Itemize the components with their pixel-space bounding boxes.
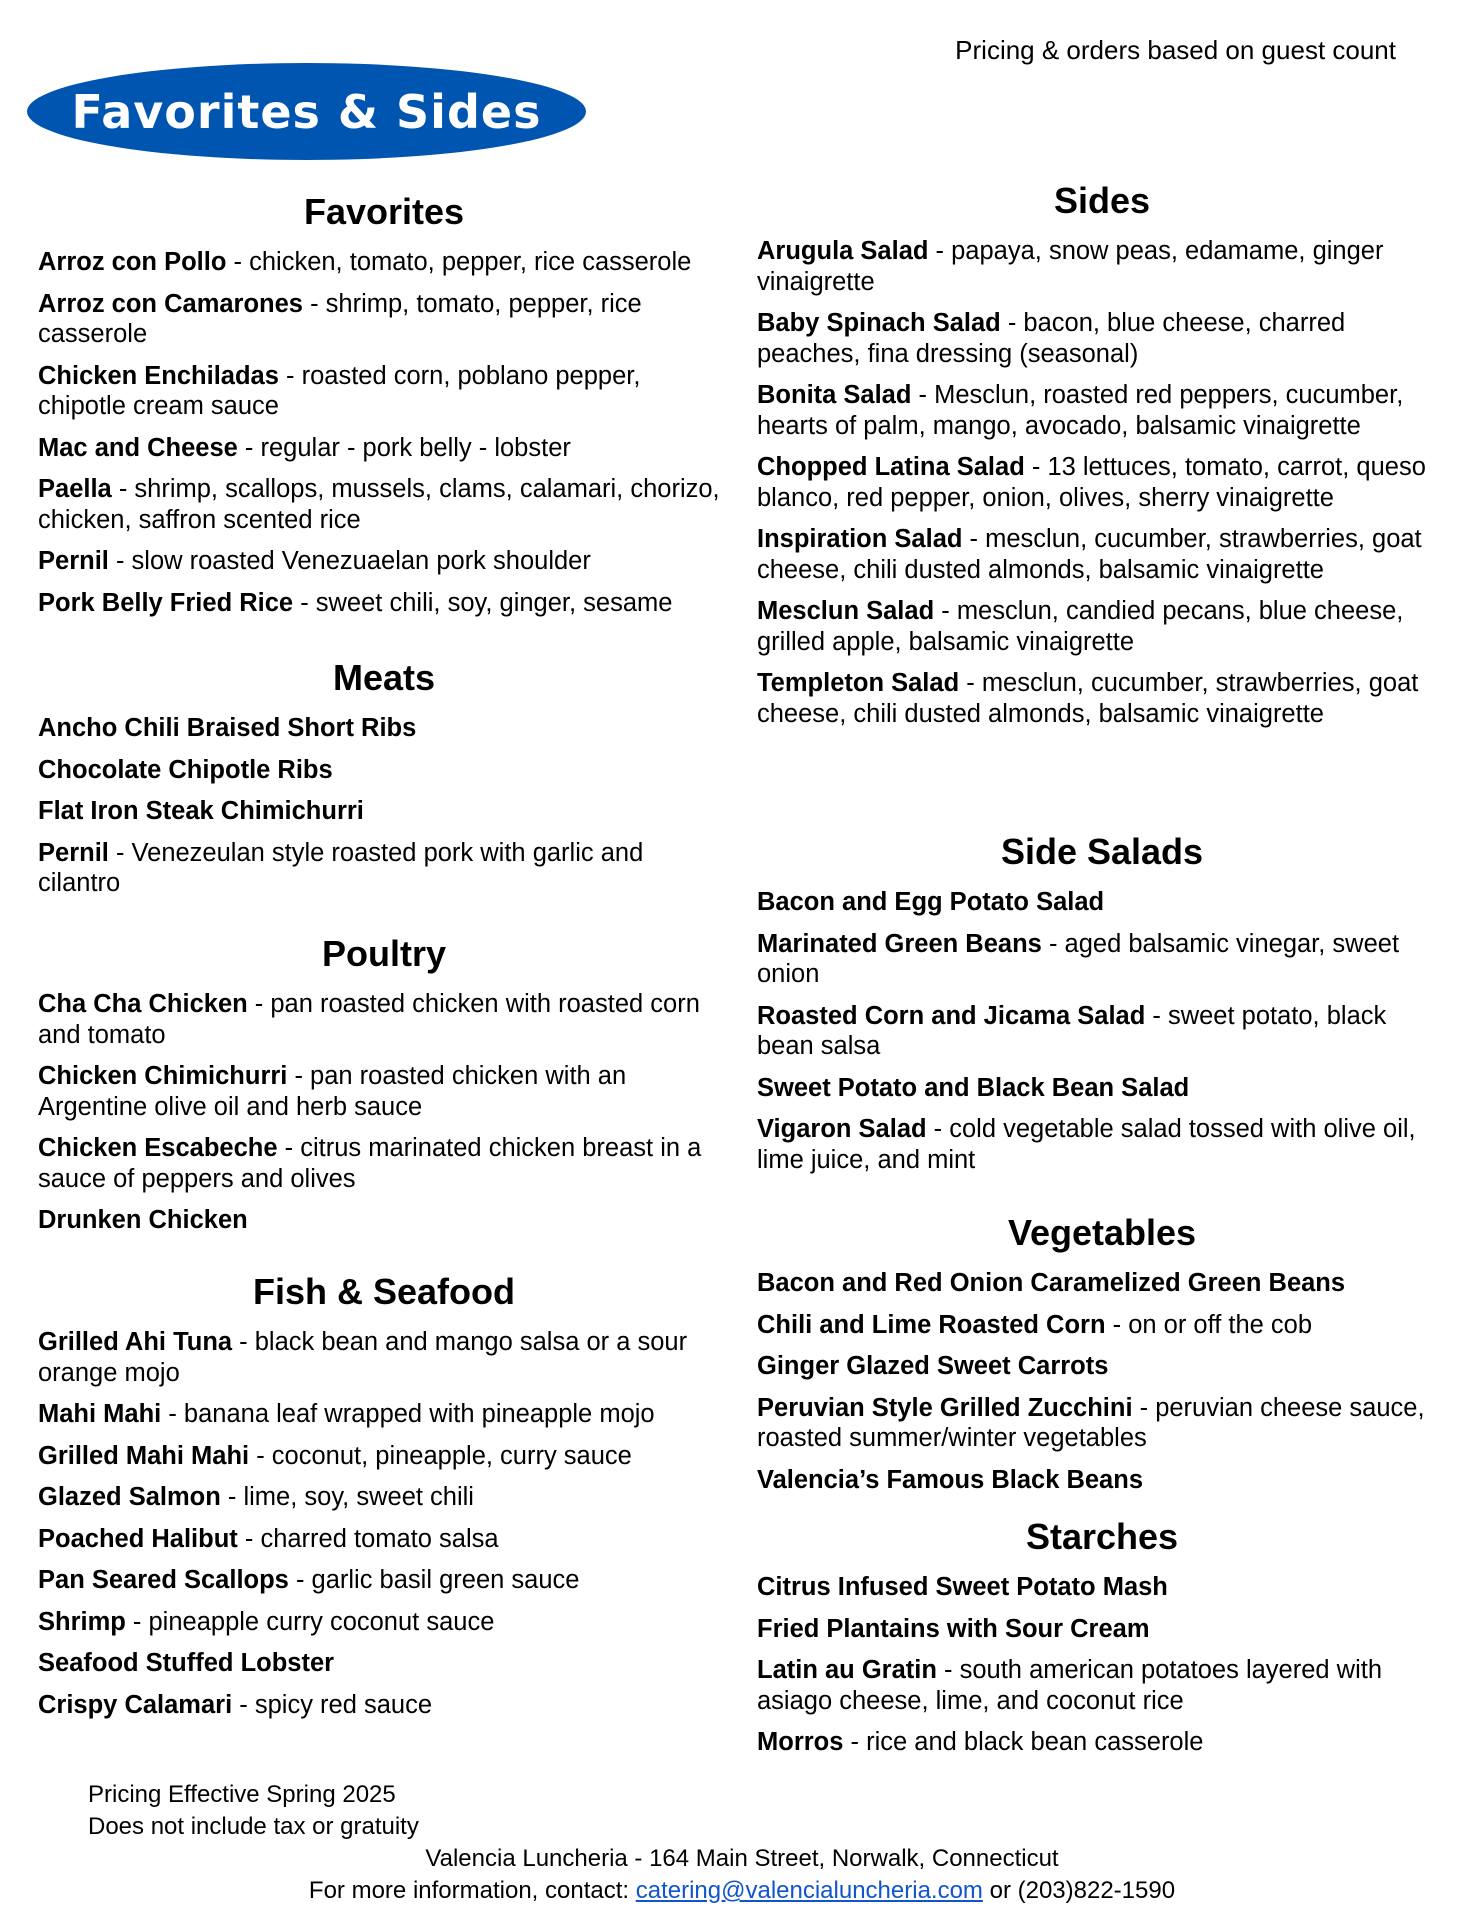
item-list xyxy=(757,1572,1447,1758)
menu-item-description: - roasted corn, poblano pepper, chipotle cream sauce xyxy=(38,361,641,420)
menu-item-name: Pernil xyxy=(38,838,109,867)
menu-item-description: - pineapple curry coconut sauce xyxy=(125,1607,495,1636)
menu-item xyxy=(38,796,730,827)
menu-item xyxy=(757,524,1447,585)
menu-item xyxy=(757,236,1447,297)
menu-item-description: - banana leaf wrapped with pineapple mojo xyxy=(161,1400,655,1428)
menu-item xyxy=(757,1727,1447,1758)
menu-item-name: Roasted Corn and Jicama Salad xyxy=(757,1001,1146,1030)
menu-item xyxy=(757,887,1447,918)
menu-item-name: Peruvian Style Grilled Zucchini xyxy=(757,1393,1133,1422)
menu-item-name: Valencia’s Famous Black Beans xyxy=(757,1465,1143,1494)
menu-item-name: Cha Cha Chicken xyxy=(38,990,248,1018)
menu-item-name: Vigaron Salad xyxy=(757,1115,927,1143)
menu-item xyxy=(757,1465,1447,1496)
menu-item-description: - on or off the cob xyxy=(1105,1310,1313,1339)
menu-item xyxy=(38,588,730,619)
menu-item-description: - shrimp, tomato, pepper, rice casserole xyxy=(38,289,642,348)
menu-item-description: - Mesclun, roasted red peppers, cucumber, hearts of palm, mango, avocado, balsamic vinaigrette xyxy=(757,381,1404,440)
menu-item-name: Mac and Cheese xyxy=(38,433,238,462)
menu-item xyxy=(38,1399,730,1430)
item-list xyxy=(757,1268,1447,1495)
contact-line xyxy=(0,1875,1484,1907)
menu-item-description: - 13 lettuces, tomato, carrot, queso blanco, red pepper, onion, olives, sherry vinaigrette xyxy=(757,453,1426,512)
item-list xyxy=(38,247,730,618)
section-favorites xyxy=(38,192,730,629)
menu-item-name: Chopped Latina Salad xyxy=(757,453,1025,481)
email-link[interactable]: catering@valencialuncheria.com xyxy=(635,1877,983,1904)
menu-item-name: Pan Seared Scallops xyxy=(38,1566,289,1594)
menu-item-name: Citrus Infused Sweet Potato Mash xyxy=(757,1573,1168,1601)
section-poultry xyxy=(38,934,730,1247)
section-title: Vegetables xyxy=(1007,1212,1197,1253)
menu-item-description: - aged balsamic vinegar, sweet onion xyxy=(757,929,1400,988)
menu-item-description: - pan roasted chicken with an Argentine olive oil and herb sauce xyxy=(38,1062,627,1121)
menu-item-description: - mesclun, cucumber, strawberries, goat cheese, chili dusted almonds, balsamic vinaigrette xyxy=(757,669,1419,728)
menu-item-name: Grilled Mahi Mahi xyxy=(38,1441,250,1470)
section-vegetables xyxy=(757,1213,1447,1506)
menu-item-name: Flat Iron Steak Chimichurri xyxy=(38,797,364,825)
menu-item xyxy=(757,1001,1447,1062)
menu-item-name: Fried Plantains with Sour Cream xyxy=(757,1614,1150,1643)
section-title: Side Salads xyxy=(1000,831,1204,872)
contact-suffix: or (203)822-1590 xyxy=(982,1877,1176,1904)
menu-item-name: Glazed Salmon xyxy=(38,1483,221,1511)
section-fish-seafood xyxy=(38,1272,730,1731)
section-meats xyxy=(38,658,730,910)
menu-item-description: - bacon, blue cheese, charred peaches, fina dressing (seasonal) xyxy=(757,309,1346,368)
menu-item-description: - mesclun, candied pecans, blue cheese, grilled apple, balsamic vinaigrette xyxy=(757,597,1404,656)
menu-item xyxy=(757,1393,1447,1454)
menu-item-name: Chicken Chimichurri xyxy=(38,1062,288,1090)
menu-item xyxy=(38,1327,730,1388)
menu-item-name: Marinated Green Beans xyxy=(757,929,1042,958)
menu-item-name: Templeton Salad xyxy=(757,669,960,697)
menu-item xyxy=(757,1268,1447,1299)
menu-item-name: Morros xyxy=(757,1728,844,1756)
menu-item xyxy=(38,1441,730,1472)
menu-item-name: Chicken Escabeche xyxy=(38,1134,278,1162)
item-list xyxy=(757,236,1447,729)
menu-item-name: Baby Spinach Salad xyxy=(757,309,1001,337)
menu-item xyxy=(38,1648,730,1679)
address-line: Valencia Luncheria - 164 Main Street, Norwalk, Connecticut xyxy=(425,1845,1059,1872)
menu-item-name: Drunken Chicken xyxy=(38,1206,248,1234)
menu-item xyxy=(757,596,1447,657)
menu-item-name: Grilled Ahi Tuna xyxy=(38,1328,233,1356)
menu-item xyxy=(757,452,1447,513)
menu-item-name: Mesclun Salad xyxy=(757,597,935,625)
menu-item-description: - sweet potato, black bean salsa xyxy=(757,1001,1387,1060)
pricing-effective-note: Pricing Effective Spring 2025 xyxy=(88,1781,396,1808)
section-sides xyxy=(757,181,1447,740)
menu-item xyxy=(38,289,730,350)
menu-item xyxy=(38,1133,730,1194)
banner-title: Favorites & Sides xyxy=(27,63,586,160)
menu-item-name: Poached Halibut xyxy=(38,1524,238,1553)
section-title: Poultry xyxy=(321,933,446,974)
menu-item-description: - lime, soy, sweet chili xyxy=(220,1483,474,1511)
item-list xyxy=(38,713,730,899)
section-side-salads xyxy=(757,832,1447,1186)
menu-item xyxy=(38,1565,730,1596)
menu-item-description: - chicken, tomato, pepper, rice casserole xyxy=(226,248,692,276)
menu-item-name: Crispy Calamari xyxy=(38,1690,233,1719)
menu-item-description: - cold vegetable salad tossed with olive oil, lime juice, and mint xyxy=(757,1115,1416,1174)
menu-item xyxy=(38,838,730,899)
item-list xyxy=(757,887,1447,1175)
menu-item xyxy=(757,1351,1447,1382)
menu-item-name: Ancho Chili Braised Short Ribs xyxy=(38,714,417,742)
menu-item xyxy=(38,1690,730,1721)
menu-item-name: Inspiration Salad xyxy=(757,525,963,553)
menu-item xyxy=(38,433,730,464)
menu-item xyxy=(757,308,1447,369)
menu-item-description: - peruvian cheese sauce, roasted summer/winter vegetables xyxy=(757,1393,1425,1452)
menu-item-name: Sweet Potato and Black Bean Salad xyxy=(757,1073,1190,1102)
menu-item xyxy=(38,546,730,577)
menu-item xyxy=(757,1655,1447,1716)
menu-item-name: Pork Belly Fried Rice xyxy=(38,588,294,617)
menu-item-name: Ginger Glazed Sweet Carrots xyxy=(757,1352,1109,1380)
menu-item-name: Chicken Enchiladas xyxy=(38,361,279,390)
menu-item-description: - coconut, pineapple, curry sauce xyxy=(249,1441,632,1470)
menu-item-name: Mahi Mahi xyxy=(38,1400,162,1428)
tax-note: Does not include tax or gratuity xyxy=(88,1813,419,1840)
menu-item xyxy=(38,755,730,786)
menu-item-description: - slow roasted Venezuaelan pork shoulder xyxy=(108,547,591,575)
menu-item-name: Arroz con Pollo xyxy=(38,248,227,276)
section-starches xyxy=(757,1517,1447,1769)
menu-item-name: Chili and Lime Roasted Corn xyxy=(757,1310,1106,1339)
menu-item-description: - pan roasted chicken with roasted corn and tomato xyxy=(38,990,700,1049)
menu-item-name: Bacon and Red Onion Caramelized Green Beans xyxy=(757,1269,1346,1297)
menu-item xyxy=(38,989,730,1050)
section-title: Sides xyxy=(1053,180,1151,221)
section-title: Starches xyxy=(1025,1516,1179,1557)
menu-item xyxy=(38,247,730,278)
menu-item-description: - garlic basil green sauce xyxy=(288,1566,580,1594)
pricing-note: Pricing & orders based on guest count xyxy=(955,35,1396,65)
menu-item xyxy=(38,474,730,535)
menu-item-description: - charred tomato salsa xyxy=(237,1524,499,1553)
menu-item-description: - rice and black bean casserole xyxy=(843,1728,1204,1756)
menu-item xyxy=(757,380,1447,441)
menu-item xyxy=(757,668,1447,729)
menu-item-name: Pernil xyxy=(38,547,109,575)
menu-item-description: - mesclun, cucumber, strawberries, goat cheese, chili dusted almonds, balsamic vinaigrette xyxy=(757,525,1422,584)
menu-item-description: - south american potatoes layered with asiago cheese, lime, and coconut rice xyxy=(757,1656,1383,1715)
menu-item-description: - sweet chili, soy, ginger, sesame xyxy=(293,588,673,617)
menu-item xyxy=(757,929,1447,990)
section-title: Favorites xyxy=(303,191,465,232)
item-list xyxy=(38,1327,730,1720)
menu-item xyxy=(757,1073,1447,1104)
menu-item-description: - regular - pork belly - lobster xyxy=(237,433,571,462)
menu-item xyxy=(757,1614,1447,1645)
menu-item-name: Bonita Salad xyxy=(757,381,912,409)
menu-item-name: Paella xyxy=(38,475,112,503)
menu-item xyxy=(757,1572,1447,1603)
menu-item-name: Chocolate Chipotle Ribs xyxy=(38,755,333,784)
menu-item-description: - shrimp, scallops, mussels, clams, calamari, chorizo, chicken, saffron scented rice xyxy=(38,475,720,534)
menu-item xyxy=(757,1114,1447,1175)
menu-item xyxy=(38,1482,730,1513)
menu-item xyxy=(38,361,730,422)
menu-item xyxy=(38,713,730,744)
section-title: Meats xyxy=(332,657,436,698)
menu-item-description: - Venezeulan style roasted pork with garlic and cilantro xyxy=(38,838,644,897)
menu-item-name: Seafood Stuffed Lobster xyxy=(38,1649,335,1677)
menu-item xyxy=(38,1061,730,1122)
menu-item-name: Bacon and Egg Potato Salad xyxy=(757,888,1105,916)
section-title: Fish & Seafood xyxy=(252,1271,516,1312)
menu-item-description: - papaya, snow peas, edamame, ginger vinaigrette xyxy=(757,237,1384,296)
menu-item xyxy=(38,1524,730,1555)
menu-item xyxy=(38,1607,730,1638)
item-list xyxy=(38,989,730,1236)
menu-item-description: - black bean and mango salsa or a sour orange mojo xyxy=(38,1328,688,1387)
menu-item-description: - citrus marinated chicken breast in a sauce of peppers and olives xyxy=(38,1134,702,1193)
contact-prefix: For more information, contact: xyxy=(308,1877,636,1904)
menu-item-name: Latin au Gratin xyxy=(757,1656,937,1684)
menu-item-name: Arugula Salad xyxy=(757,237,929,265)
menu-item xyxy=(38,1205,730,1236)
menu-item xyxy=(757,1310,1447,1341)
menu-item-name: Shrimp xyxy=(38,1607,126,1636)
menu-item-description: - spicy red sauce xyxy=(232,1690,433,1719)
menu-item-name: Arroz con Camarones xyxy=(38,289,303,318)
